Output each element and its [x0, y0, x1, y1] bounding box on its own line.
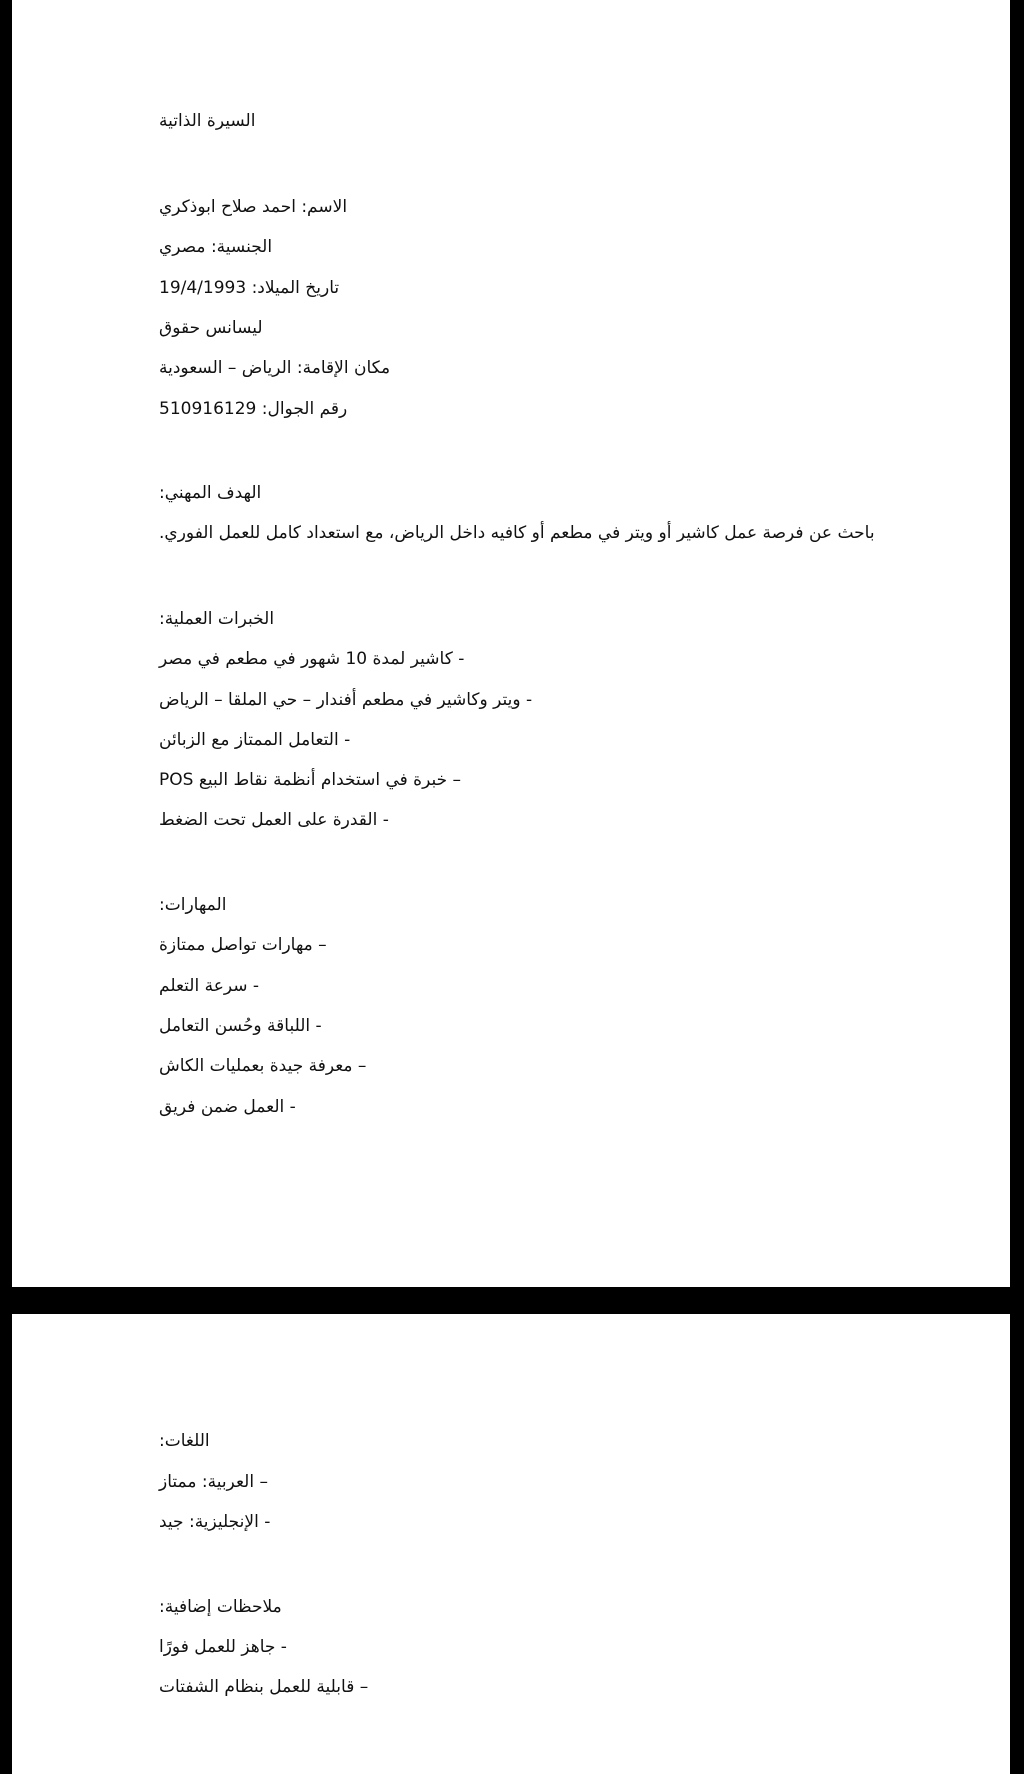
- document-page-2: [12, 1314, 1010, 1774]
- skills-heading: المهارات:: [159, 895, 227, 915]
- language-item: – العربية: ممتاز: [159, 1472, 268, 1492]
- objective-text: باحث عن فرصة عمل كاشير أو ويتر في مطعم أو كافيه داخل الرياض، مع استعداد كامل للعمل الفوري.: [159, 523, 875, 543]
- document-title: السيرة الذاتية: [159, 111, 256, 131]
- nationality-line: الجنسية: مصري: [159, 237, 273, 257]
- skill-item: – مهارات تواصل ممتازة: [159, 935, 327, 955]
- experience-item: - ويتر وكاشير في مطعم أفندار – حي الملقا – الرياض: [159, 690, 533, 710]
- skill-item: - العمل ضمن فريق: [159, 1097, 296, 1117]
- skill-item: - سرعة التعلم: [159, 976, 259, 996]
- residence-line: مكان الإقامة: الرياض – السعودية: [159, 358, 391, 378]
- notes-heading: ملاحظات إضافية:: [159, 1597, 282, 1617]
- note-item: – قابلية للعمل بنظام الشفتات: [159, 1677, 369, 1697]
- experience-heading: الخبرات العملية:: [159, 609, 275, 629]
- name-line: الاسم: احمد صلاح ابوذكري: [159, 197, 348, 217]
- language-item: - الإنجليزية: جيد: [159, 1512, 271, 1532]
- note-item: - جاهز للعمل فورًا: [159, 1637, 287, 1657]
- degree-line: ليسانس حقوق: [159, 318, 263, 338]
- document-page-1: [12, 0, 1010, 1287]
- experience-item: - التعامل الممتاز مع الزبائن: [159, 730, 351, 750]
- experience-item: - كاشير لمدة 10 شهور في مطعم في مصر: [159, 649, 465, 669]
- skill-item: - اللباقة وحُسن التعامل: [159, 1016, 322, 1036]
- experience-item: - القدرة على العمل تحت الضغط: [159, 810, 389, 830]
- objective-heading: الهدف المهني:: [159, 483, 262, 503]
- experience-item: – خبرة في استخدام أنظمة نقاط البيع POS: [159, 770, 462, 790]
- languages-heading: اللغات:: [159, 1431, 210, 1451]
- mobile-line: رقم الجوال: 510916129: [159, 399, 348, 419]
- birthdate-line: تاريخ الميلاد: 19/4/1993: [159, 278, 340, 298]
- skill-item: – معرفة جيدة بعمليات الكاش: [159, 1056, 367, 1076]
